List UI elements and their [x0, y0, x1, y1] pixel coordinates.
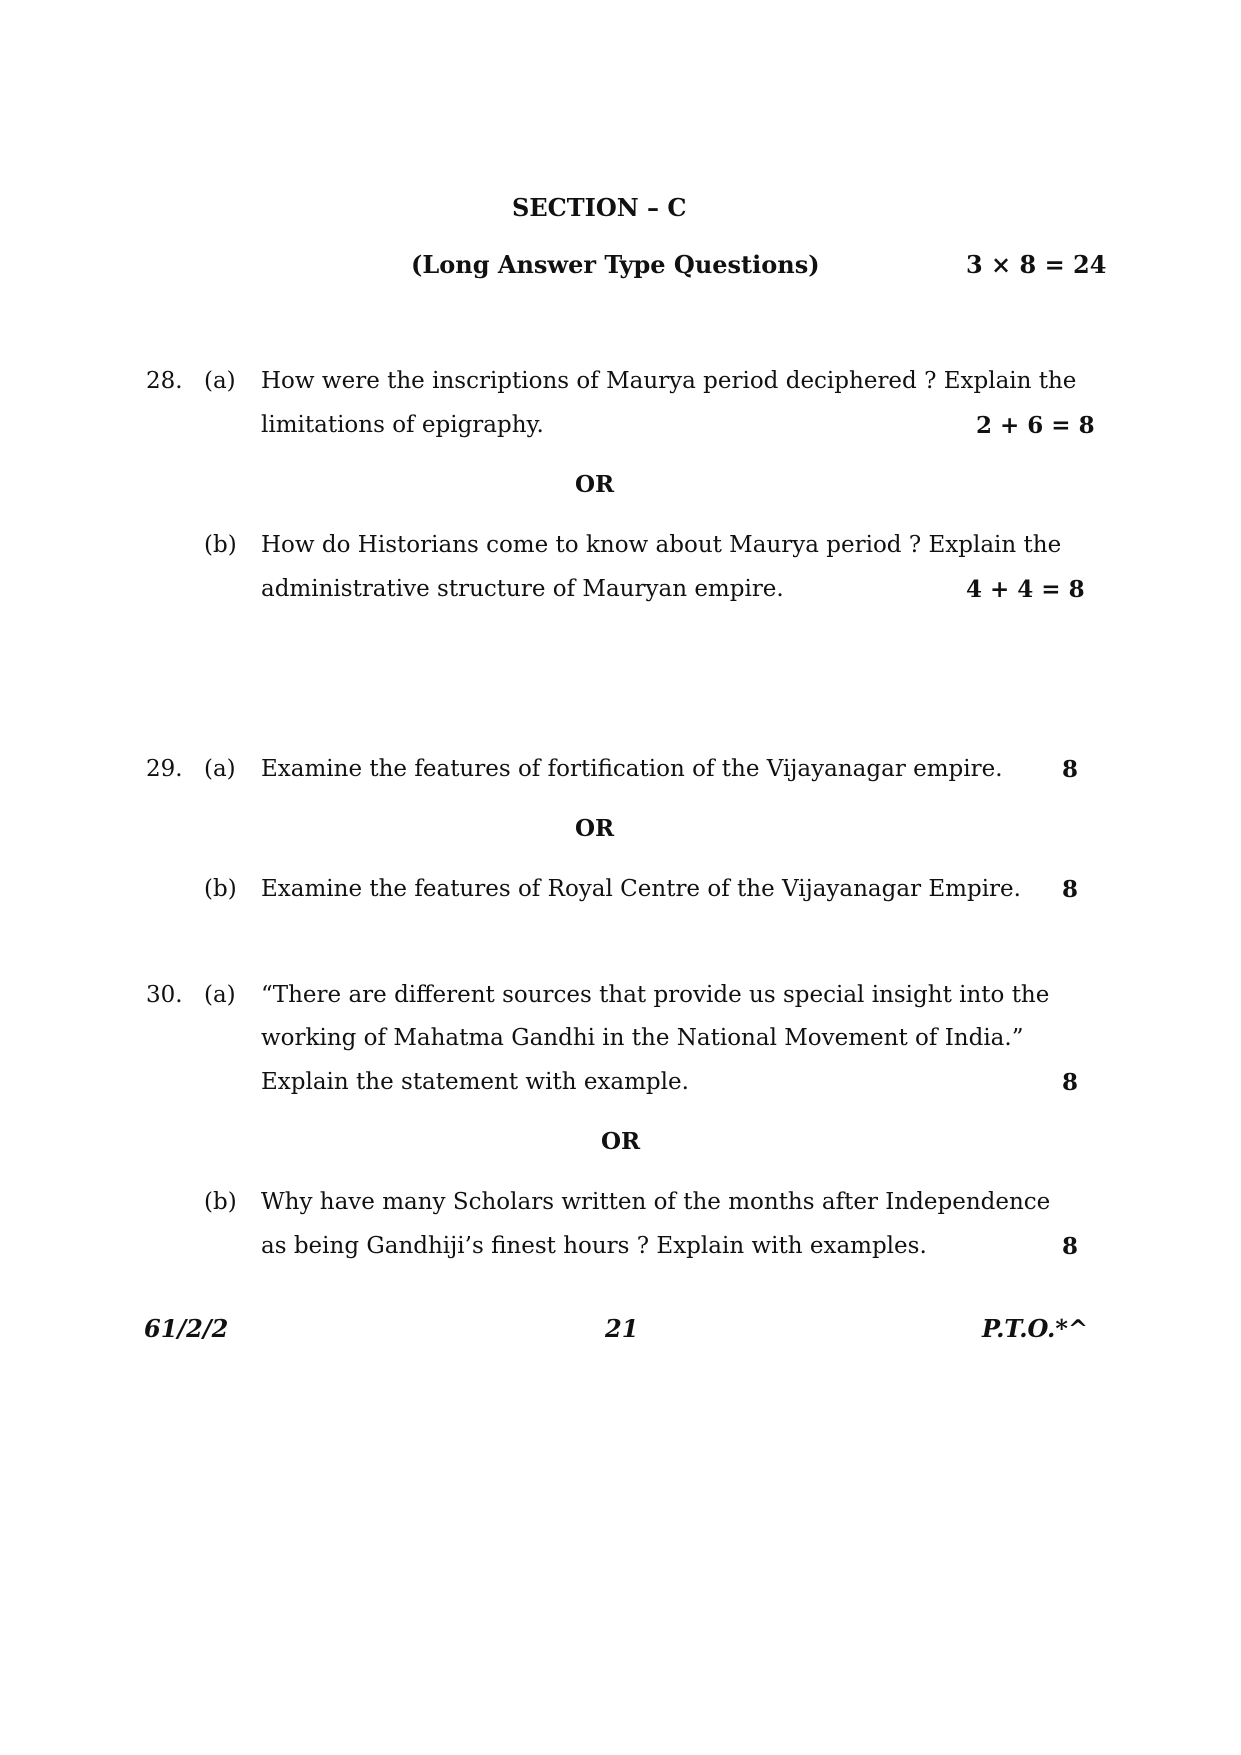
question-text-line: Examine the features of Royal Centre of the Vijayanagar Empire.	[261, 876, 1021, 902]
question-number: 29.	[146, 756, 183, 782]
question-marks: 4 + 4 = 8	[966, 576, 1085, 603]
or-separator: OR	[575, 815, 615, 842]
section-subtitle: (Long Answer Type Questions)	[411, 250, 820, 279]
or-separator: OR	[575, 471, 615, 498]
option-label: (b)	[204, 876, 237, 902]
section-title: SECTION – C	[512, 193, 687, 222]
question-marks: 8	[1062, 1233, 1079, 1260]
question-text-line: “There are different sources that provide us special insight into the	[261, 982, 1050, 1008]
pto-label: P.T.O.*^	[982, 1314, 1089, 1343]
question-number: 30.	[146, 982, 183, 1008]
option-label: (b)	[204, 1189, 237, 1215]
page-number: 21	[605, 1314, 639, 1343]
question-text-line: Why have many Scholars written of the months after Independence	[261, 1189, 1051, 1215]
question-text-line: How do Historians come to know about Maurya period ? Explain the	[261, 532, 1062, 558]
question-number: 28.	[146, 368, 183, 394]
question-marks: 8	[1062, 876, 1079, 903]
paper-code: 61/2/2	[144, 1314, 229, 1343]
question-marks: 8	[1062, 756, 1079, 783]
or-separator: OR	[601, 1128, 641, 1155]
question-text-line: working of Mahatma Gandhi in the National Movement of India.”	[261, 1025, 1024, 1051]
question-text-line: How were the inscriptions of Maurya period deciphered ? Explain the	[261, 368, 1077, 394]
question-marks: 2 + 6 = 8	[976, 412, 1095, 439]
option-label: (a)	[204, 982, 236, 1008]
question-text-line: as being Gandhiji’s finest hours ? Explain with examples.	[261, 1233, 927, 1259]
option-label: (a)	[204, 756, 236, 782]
question-text-line: limitations of epigraphy.	[261, 412, 544, 438]
option-label: (b)	[204, 532, 237, 558]
question-text-line: Explain the statement with example.	[261, 1069, 689, 1095]
option-label: (a)	[204, 368, 236, 394]
question-text-line: Examine the features of fortification of the Vijayanagar empire.	[261, 756, 1003, 782]
question-text-line: administrative structure of Mauryan empire.	[261, 576, 784, 602]
section-total-marks: 3 × 8 = 24	[966, 250, 1107, 279]
question-marks: 8	[1062, 1069, 1079, 1096]
